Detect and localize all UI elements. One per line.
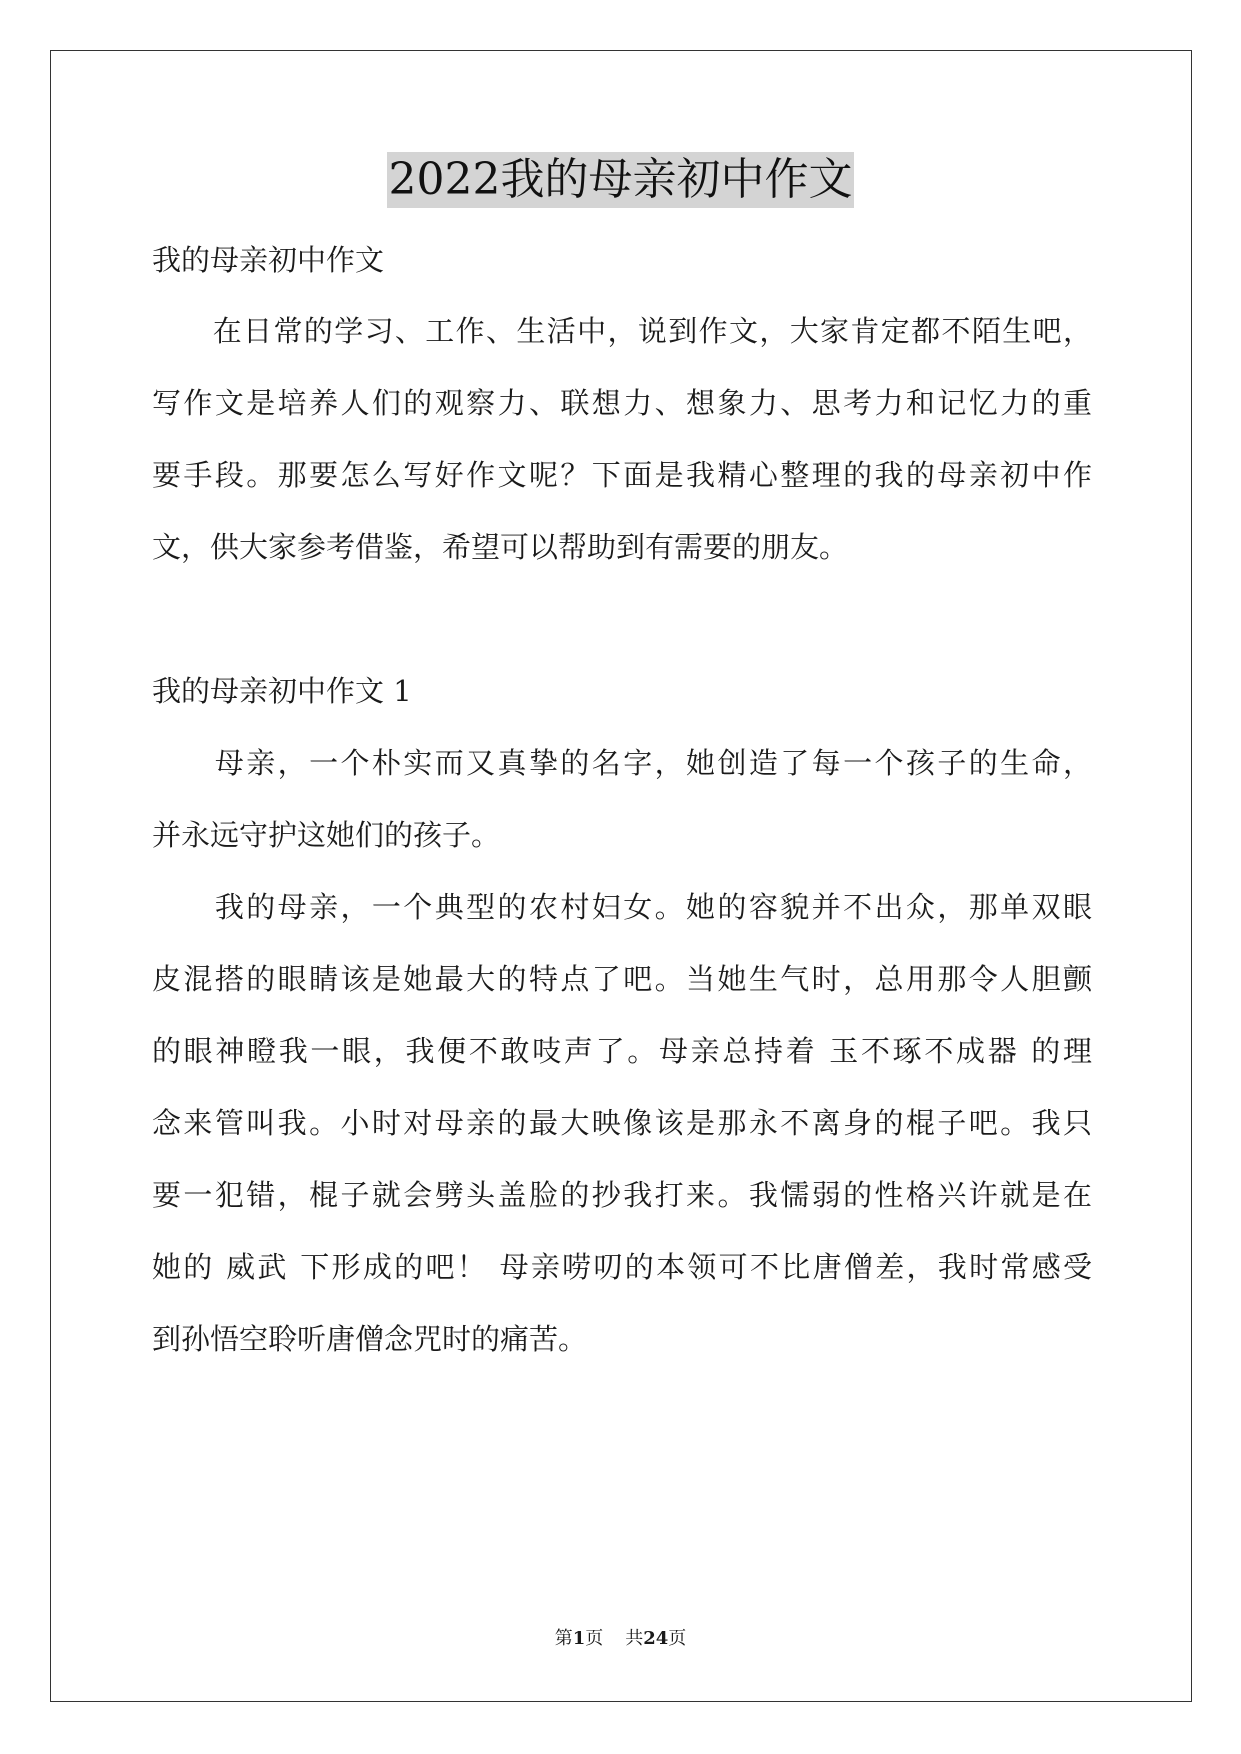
intro-line: 在日常的学习、工作、生活中，说到作文，大家肯定都不陌生吧， (152, 314, 1092, 348)
intro-line: 要手段。那要怎么写好作文呢？下面是我精心整理的我的母亲初中作 (152, 458, 1092, 492)
page-suffix: 页 (585, 1628, 604, 1649)
paragraph-line: 念来管叫我。小时对母亲的最大映像该是那永不离身的棍子吧。我只 (152, 1106, 1092, 1140)
intro-line: 文，供大家参考借鉴，希望可以帮助到有需要的朋友。 (152, 530, 849, 564)
paragraph-line: 她的 威武 下形成的吧！ 母亲唠叨的本领可不比唐僧差，我时常感受 (152, 1250, 1092, 1284)
total-suffix: 页 (668, 1628, 687, 1649)
intro-line: 写作文是培养人们的观察力、联想力、想象力、思考力和记忆力的重 (152, 386, 1092, 420)
subtitle: 我的母亲初中作文 (152, 243, 385, 277)
paragraph-line: 并永远守护这她们的孩子。 (152, 818, 501, 852)
total-pages: 24 (643, 1628, 669, 1649)
paragraph-line: 皮混搭的眼睛该是她最大的特点了吧。当她生气时，总用那令人胆颤 (152, 962, 1092, 996)
page-border (50, 50, 1192, 1702)
total-prefix: 共 (625, 1628, 644, 1649)
page-footer (0, 1627, 1241, 1651)
title-container (0, 152, 1241, 208)
paragraph-line: 的眼神瞪我一眼，我便不敢吱声了。母亲总持着 玉不琢不成器 的理 (152, 1034, 1092, 1068)
paragraph-line: 我的母亲，一个典型的农村妇女。她的容貌并不出众，那单双眼 (152, 890, 1092, 924)
paragraph-line: 要一犯错，棍子就会劈头盖脸的抄我打来。我懦弱的性格兴许就是在 (152, 1178, 1092, 1212)
page-number: 1 (572, 1628, 586, 1649)
section-heading: 我的母亲初中作文 1 (152, 674, 412, 708)
page-prefix: 第 (554, 1628, 573, 1649)
paragraph-line: 母亲，一个朴实而又真挚的名字，她创造了每一个孩子的生命， (152, 746, 1092, 780)
document-title: 2022我的母亲初中作文 (387, 152, 855, 208)
paragraph-line: 到孙悟空聆听唐僧念咒时的痛苦。 (152, 1322, 588, 1356)
